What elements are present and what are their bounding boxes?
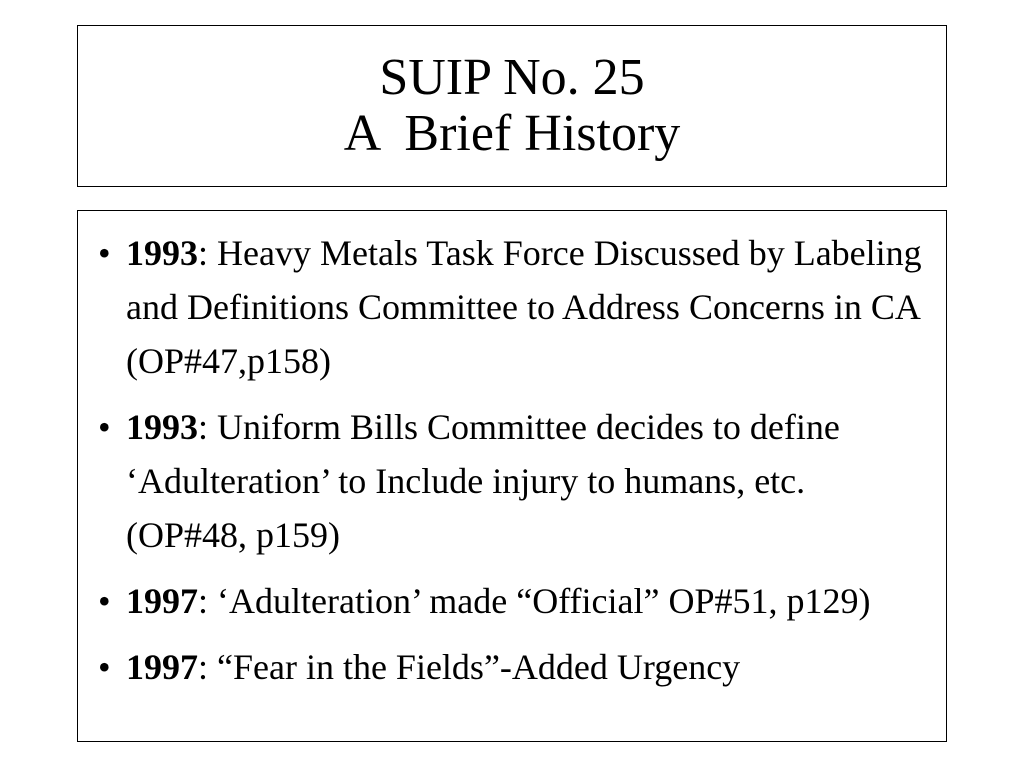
bullet-text: : ‘Adulteration’ made “Official” OP#51, p129)	[198, 581, 871, 621]
content-box	[77, 210, 947, 742]
title-box	[77, 25, 947, 187]
bullet-text: : Heavy Metals Task Force Discussed by Labeling and Definitions Committee to Address Concerns in CA (OP#47,p158)	[126, 233, 922, 381]
bullet-year: 1997	[126, 647, 198, 687]
bullet-item-1	[78, 226, 926, 388]
bullet-item-3	[78, 574, 926, 628]
bullet-icon: •	[98, 407, 111, 447]
bullet-icon: •	[98, 647, 111, 687]
bullet-year: 1993	[126, 233, 198, 273]
bullet-text: : “Fear in the Fields”-Added Urgency	[198, 647, 741, 687]
bullet-icon: •	[98, 581, 111, 621]
slide-title-line-2: A Brief History	[343, 105, 681, 162]
slide-title-line-1: SUIP No. 25	[379, 49, 645, 106]
bullet-text: : Uniform Bills Committee decides to define ‘Adulteration’ to Include injury to humans, etc.(OP#48, p159)	[126, 407, 840, 555]
bullet-list	[78, 226, 926, 694]
bullet-item-2	[78, 400, 926, 562]
bullet-item-4	[78, 640, 926, 694]
bullet-year: 1993	[126, 407, 198, 447]
bullet-year: 1997	[126, 581, 198, 621]
bullet-icon: •	[98, 233, 111, 273]
